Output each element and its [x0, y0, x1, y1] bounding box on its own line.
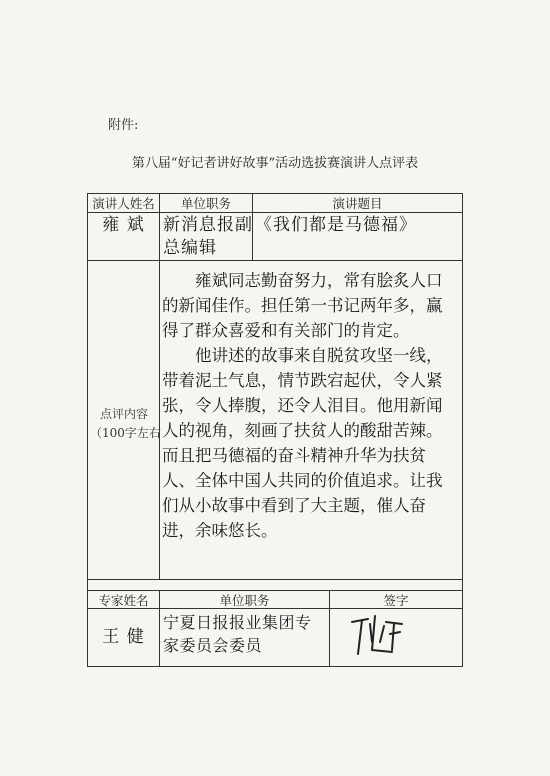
expert-name: 王 健	[102, 627, 145, 647]
handwritten-signature	[342, 612, 412, 662]
comment-label: 点评内容	[100, 407, 149, 421]
expert-position-line1: 宁夏日报报业集团专	[163, 613, 312, 632]
header-speaker-name: 演讲人姓名	[92, 196, 155, 211]
speaker-name: 雍 斌	[102, 215, 145, 235]
comment-paragraph: 雍斌同志勤奋努力，常有脍炙人口的新闻佳作。担任第一书记两年多，赢得了群众喜爱和有关部门的肯定。	[162, 271, 443, 340]
comment-paragraph: 他讲述的故事来自脱贫攻坚一线，带着泥土气息，情节跌宕起伏，令人紧张，令人捧腹，还令人泪目。他用新闻人的视角，刻画了扶贫人的酸甜苦辣。而且把马德福的奋斗精神升华为扶贫人、全体中国人共同的价值追求。让我们从小故事中看到了大主题，催人奋进，余味悠长。	[162, 346, 443, 540]
comment-text	[162, 268, 458, 543]
row-divider	[87, 212, 463, 213]
header-expert-unit: 单位职务	[219, 592, 270, 608]
speaker-position	[163, 214, 253, 260]
attachment-label: 附件:	[108, 118, 139, 133]
header-unit-position: 单位职务	[180, 196, 231, 211]
form-title: 第八届“好记者讲好故事”活动选拔赛演讲人点评表	[131, 156, 419, 171]
header-signature: 签字	[383, 592, 409, 608]
comment-word-limit: （100字左右	[90, 426, 161, 440]
table-border-bottom	[87, 666, 463, 667]
column-divider	[159, 193, 160, 580]
header-speech-topic: 演讲题目	[332, 196, 383, 211]
row-divider	[87, 260, 463, 261]
speech-topic: 《我们都是马德福》	[255, 215, 417, 235]
header-expert-name: 专家姓名	[98, 592, 149, 608]
speaker-position-line1: 新消息报副	[163, 215, 253, 235]
speaker-position-line2: 总编辑	[163, 238, 217, 258]
expert-position-line2: 家委员会委员	[163, 636, 263, 655]
table-border-right	[462, 193, 463, 667]
expert-position	[163, 611, 329, 657]
row-divider	[87, 579, 463, 580]
